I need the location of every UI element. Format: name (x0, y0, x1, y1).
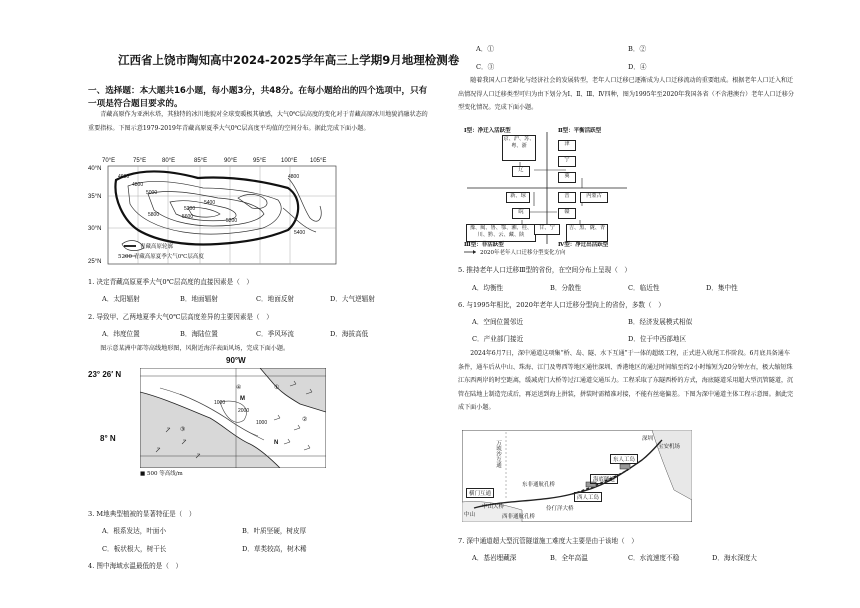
label-east-bridge: 东非通航孔桥 (522, 482, 556, 488)
q4-option-c[interactable]: C．③ (476, 63, 495, 71)
contour-label: 5800 (148, 212, 160, 218)
label-airport: 宝安机场 (658, 444, 681, 450)
label-east-island: 东人工岛 (610, 454, 638, 464)
box-type4-provinces: 吉、黑、陇、青 (566, 224, 608, 242)
q5-option-d[interactable]: D．集中性 (706, 284, 738, 292)
q3-option-a[interactable]: A．根系发达，叶面小 (102, 527, 167, 535)
contour-label: 5400 (204, 200, 216, 206)
marker-1: ① (274, 385, 280, 391)
passage-2: 图示意某洲中部等高线地形图，风附近海洋表面风场，完成下面小题。 (100, 345, 290, 352)
label-hengmen-interchange: 横门互通 (466, 488, 494, 498)
q1-option-b[interactable]: B．地面辐射 (180, 295, 218, 303)
question-7-stem: 7. 深中通道超大型沉管隧道施工难度大主要是由于该地（ ） (458, 537, 638, 545)
marker-m: M (240, 396, 245, 402)
q4-option-b[interactable]: B．② (628, 45, 647, 53)
contour-label: 5600 (182, 214, 194, 220)
box-tianjin: 津 (558, 140, 576, 151)
box-type1-provinces: 京、沪、苏、粤、浙 (502, 135, 536, 161)
q3-option-b[interactable]: B．叶质坚硬，树皮厚 (242, 527, 307, 535)
contour-2000-label: 2000 (238, 408, 250, 414)
box-anhui: 皖 (512, 208, 530, 219)
box-inner-mongolia: 内蒙古 (580, 192, 608, 203)
lon-label: 80°E (162, 158, 176, 164)
label-wanqingsha: 万顷沙互通 (495, 440, 501, 468)
label-zhongshan: 中山 (464, 512, 476, 518)
map2-legend: ■ 500 等高线/m (140, 471, 183, 477)
box-liaoning: 辽 (512, 166, 530, 177)
type-1-label: Ⅰ型：净迁入活跃型 (464, 128, 511, 134)
label-shenzhen: 深圳 (642, 436, 654, 442)
terrain-svg (140, 368, 326, 468)
q6-option-b[interactable]: B．经济发展模式相似 (628, 318, 693, 326)
q1-option-c[interactable]: C．地面反射 (256, 295, 295, 303)
marker-n: N (274, 440, 279, 446)
lat-bottom-label: 8° N (100, 434, 116, 443)
box-hebei: 冀 (558, 172, 576, 183)
q2-option-c[interactable]: C．季风环流 (256, 330, 295, 338)
q7-option-c[interactable]: C．水流速度不稳 (628, 554, 680, 562)
label-undersea-tunnel: 海底隧道 (590, 474, 618, 484)
lat-top-label: 23° 26′ N (88, 370, 122, 379)
q2-option-b[interactable]: B．海陆位置 (180, 330, 218, 338)
q5-option-b[interactable]: B．分散性 (550, 284, 582, 292)
lon-label: 90°E (224, 158, 238, 164)
box-shanxi: 晋 (558, 192, 576, 203)
passage-1: 青藏高原作为亚洲水塔，其独特的冰川地貌对全球变暖极其敏感，大气0℃层高度的变化对于青藏高原冰川地貌消融状态的重要指标。下图示意1979-2019年青藏高原夏季大气0℃层高度平均值的空间分布。据此完成下面小题。 (88, 111, 428, 132)
box-xinjiang-hainan: 新、琼 (506, 192, 530, 203)
lat-label: 40°N (88, 166, 102, 172)
question-5-stem: 5. 推持老年人口迁移Ⅲ型的省份，在空间分布上呈现（ ） (458, 266, 631, 274)
passage-3: 随着我国人口老龄化与经济社会的发展转型，老年人口迁移已逐渐成为人口迁移流动的重要组成。根据老年人口迁入和迁出情况得人口迁移类型可归为由下划分为Ⅰ、Ⅱ、Ⅲ、Ⅳ四种，图为1995年至2020年我国各省（不含港澳台）老年人口迁移分型变化情况。完成下面小题。 (458, 77, 794, 111)
lon-label: 70°E (102, 158, 116, 164)
label-lingdingyang-bridge: 伶仃洋大桥 (546, 506, 574, 512)
lat-label: 30°N (88, 226, 102, 232)
central-america-map (88, 356, 328, 477)
contour-label: 4800 (288, 174, 300, 180)
contour-label: 4600 (118, 174, 130, 180)
lon-label: 85°E (194, 158, 208, 164)
marker-2: ② (302, 417, 308, 423)
box-ningxia: 宁 (558, 156, 576, 167)
marker-4: ④ (236, 385, 242, 391)
q4-option-d[interactable]: D．④ (628, 63, 647, 71)
q7-option-b[interactable]: B．全年高温 (550, 554, 588, 562)
q6-option-a[interactable]: A．空间位置邻近 (472, 318, 523, 326)
q3-option-c[interactable]: C．板状根大，树干长 (102, 545, 167, 553)
contour-label: 5000 (146, 190, 158, 196)
lon-label: 100°E (281, 158, 298, 164)
box-jiangxi: 赣 (558, 208, 576, 219)
question-3-stem: 3. M地典型植被的显著特征是（ ） (88, 510, 196, 518)
q1-option-a[interactable]: A．太阳辐射 (102, 295, 140, 303)
q4-option-a[interactable]: A．① (476, 45, 494, 53)
question-4-stem: 4. 图中海域水温最低的是（ ） (88, 562, 183, 570)
q6-option-d[interactable]: D．位于中西部地区 (628, 335, 687, 343)
lat-label: 35°N (88, 194, 102, 200)
question-6-stem: 6. 与1995年相比，2020年老年人口迁移分型向上的省份，多数（ ） (458, 301, 665, 309)
type-4-label: Ⅳ型：净迁出活跃型 (558, 242, 609, 248)
lon-label: 75°E (133, 158, 147, 164)
contour-label: 5200 (184, 206, 196, 212)
label-zhongshan-bridge: 中山大桥 (482, 504, 505, 510)
question-1-stem: 1. 决定青藏高原夏季大气0℃层高度的直接因素是（ ） (88, 278, 254, 286)
section-heading: 一、选择题：本大题共16小题，每小题3分，共48分。在每小题给出的四个选项中，只有一项是符合题目要求的。 (88, 86, 428, 109)
legend-outline: 青藏高原轮廓 (140, 244, 174, 250)
plateau-contour-map (88, 158, 348, 270)
lat-label: 25°N (88, 259, 102, 265)
type-3-label: Ⅲ型：非活跃型 (464, 242, 504, 248)
marker-3: ③ (180, 427, 186, 433)
page-title: 江西省上饶市陶知高中2024-2025学年高三上学期9月地理检测卷 (118, 53, 460, 67)
q5-option-a[interactable]: A．均衡性 (472, 284, 504, 292)
q3-option-d[interactable]: D．草类较高，树木稀 (242, 545, 307, 553)
passage-4: 2024年6月7日，深中通道这项集“桥、岛、隧、水下互通”于一体的超级工程，正式进入收尾工作阶段。6月底具备通车条件，通车后从中山、珠海、江门及粤西等地区通往深圳、香港地区的通过时间缩至约2小时缩短为20分钟左右，极大缩短珠江东西两岸的时空距离，缓减虎门大桥等过江通道交通压力。工程采取了东隧西桥的方式，海底隧道采用超大型沉管隧道，沉管在陆地上制造完成后，再运送到海上拼装，拼装时需精准对接，不能有丝毫偏差。下图为深中通道主体工程示意图。据此完成下面小题。 (458, 350, 794, 411)
label-west-island: 西人工岛 (574, 492, 602, 502)
q7-option-a[interactable]: A．基岩埋藏深 (472, 554, 517, 562)
q5-option-c[interactable]: C．临近性 (628, 284, 660, 292)
type-2-label: Ⅱ型：平衡活跃型 (558, 128, 602, 134)
q2-option-d[interactable]: D．海拔高低 (330, 330, 369, 338)
contour-label: 5400 (294, 230, 306, 236)
box-type3-provinces: 豫、闽、鲁、鄂、湘、桂、川、黔、云、藏、陕 (466, 224, 536, 242)
lon-label: 95°E (253, 158, 267, 164)
lon-label: 105°E (310, 158, 327, 164)
legend-contour: 5200 青藏高原夏季大气0℃层高度 (118, 254, 204, 260)
contour-label: 5200 (226, 218, 238, 224)
contour-1000-label-2: 1000 (256, 420, 268, 426)
contour-1000-label: 1000 (214, 400, 226, 406)
question-2-stem: 2. 导致甲、乙两地夏季大气0℃层高度差异的主要因素是（ ） (88, 313, 273, 321)
label-west-bridge: 西非通航孔桥 (502, 514, 536, 520)
box-gansu-ningxia: 甘、宁 (534, 224, 560, 235)
q1-option-d[interactable]: D．大气逆辐射 (330, 295, 375, 303)
diagram-caption: 2020年老年人口迁移分型变化方向 (480, 250, 566, 256)
migration-type-diagram (462, 126, 632, 258)
lon-90w-label: 90°W (226, 356, 246, 365)
contour-label: 4800 (132, 182, 144, 188)
q2-option-a[interactable]: A．纬度位置 (102, 330, 140, 338)
shenzhong-link-map (462, 430, 692, 522)
q7-option-d[interactable]: D．海水深度大 (712, 554, 757, 562)
q6-option-c[interactable]: C．产业部门接近 (472, 335, 524, 343)
